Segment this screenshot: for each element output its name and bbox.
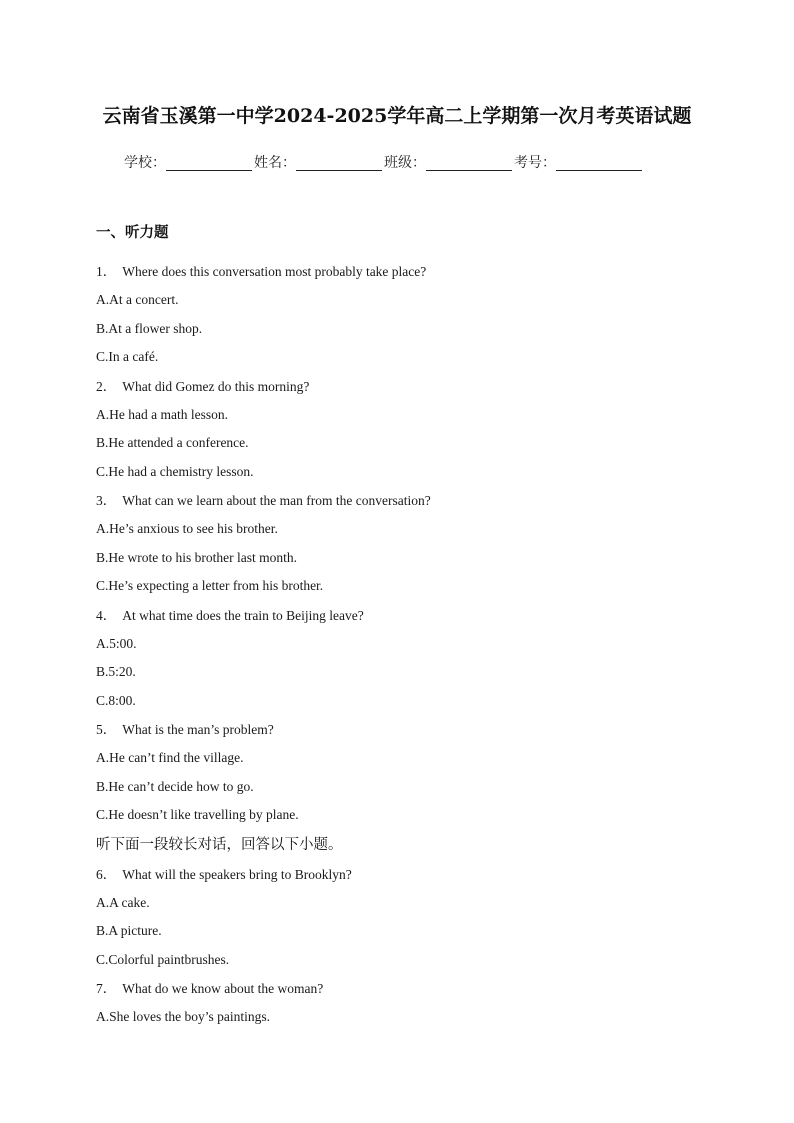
answer-option: B.He can’t decide how to go. [96,778,254,794]
question-list [96,257,716,1032]
answer-option: C.8:00. [96,692,136,708]
answer-option: B.5:20. [96,664,136,679]
question-item [96,486,716,515]
question-text: What can we learn about the man from the conversation? [122,493,431,508]
exam-title: 云南省玉溪第一中学2024-2025学年高二上学期第一次月考英语试题 [102,105,692,127]
answer-option: C.He doesn’t like travelling by plane. [96,807,299,822]
answer-option: A.He can’t find the village. [96,750,244,765]
question-text: Where does this conversation most probably take place? [122,264,427,279]
question-item [96,257,716,286]
question-text: What will the speakers bring to Brooklyn? [122,866,352,882]
info-field-class [384,152,514,172]
question-text: What do we know about the woman? [122,981,324,996]
section-heading-listening: 一、听力题 [96,225,169,241]
question-number: 4． [96,607,117,623]
info-field-exam-number [514,152,644,172]
answer-option: C.He’s expecting a letter from his brother. [96,578,324,593]
question-item [96,601,716,630]
info-label: 班级： [384,155,426,171]
info-field-name [254,152,384,172]
question-item [96,372,716,401]
info-label: 姓名： [254,155,296,171]
answer-option: A.A cake. [96,894,150,910]
question-item [96,974,716,1003]
question-number: 3． [96,493,117,508]
question-number: 5． [96,722,117,737]
student-info-row [124,152,644,172]
answer-option: A.At a concert. [96,292,179,307]
answer-option: C.In a café. [96,349,159,364]
fill-blank-line[interactable] [426,154,512,171]
fill-blank-line[interactable] [166,154,252,171]
answer-option: A.He had a math lesson. [96,406,228,422]
answer-option: B.He attended a conference. [96,435,249,450]
answer-option: C.He had a chemistry lesson. [96,463,254,479]
answer-option: B.At a flower shop. [96,320,203,336]
fill-blank-line[interactable] [556,154,642,171]
fill-blank-line[interactable] [296,154,382,171]
answer-option: A.She loves the boy’s paintings. [96,1009,270,1024]
info-label: 考号： [514,155,556,171]
question-number: 6． [96,866,117,882]
question-number: 2． [96,378,117,394]
listening-instruction: 听下面一段较长对话，回答以下小题。 [96,836,343,853]
answer-option: C.Colorful paintbrushes. [96,951,230,967]
info-label: 学校： [124,155,166,171]
answer-option: B.A picture. [96,923,162,938]
info-field-school [124,152,254,172]
answer-option: B.He wrote to his brother last month. [96,549,297,565]
question-number: 7． [96,981,117,996]
answer-option: A.5:00. [96,635,137,651]
question-text: What is the man’s problem? [122,722,274,737]
answer-option: A.He’s anxious to see his brother. [96,521,278,536]
question-item [96,860,716,889]
question-number: 1． [96,264,117,279]
question-item [96,715,716,744]
question-text: At what time does the train to Beijing leave? [122,607,364,623]
question-text: What did Gomez do this morning? [122,378,310,394]
